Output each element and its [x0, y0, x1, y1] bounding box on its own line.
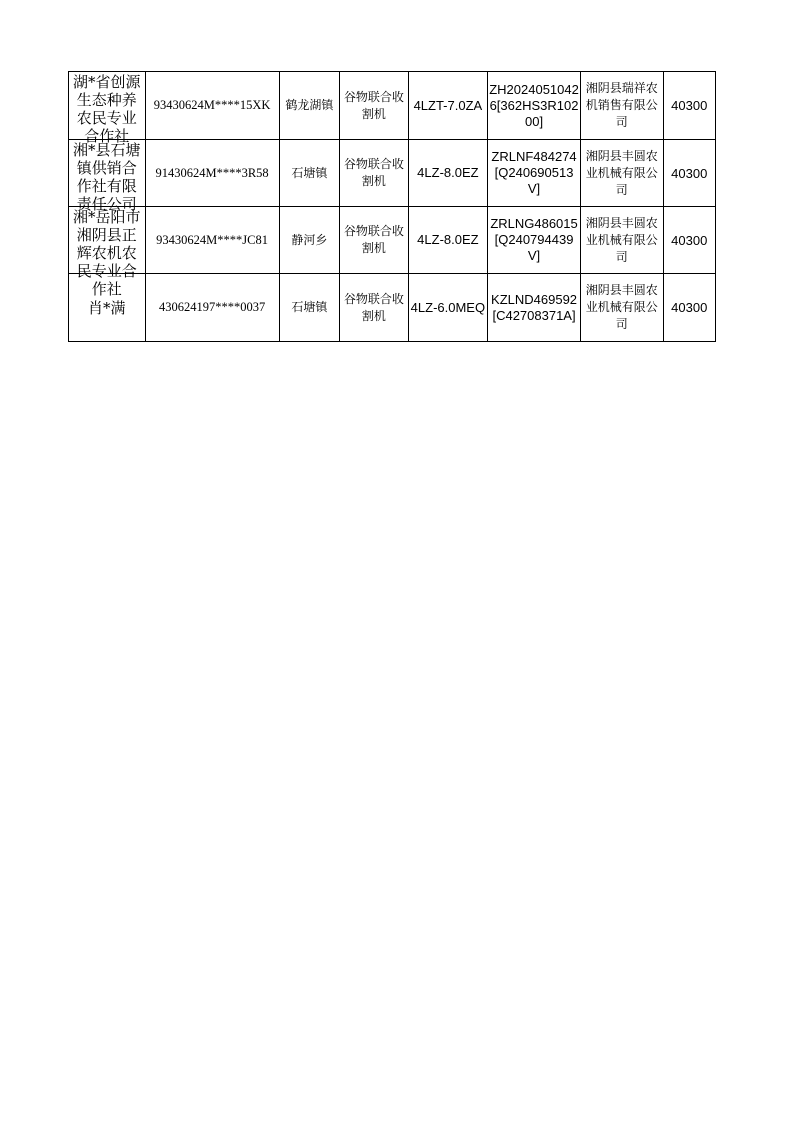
factory-serial: ZRLNG486015[Q240794439V] [488, 207, 581, 274]
table-row [69, 207, 716, 274]
machine-model: 4LZ-8.0EZ [408, 140, 488, 207]
factory-serial: ZRLNF484274[Q240690513V] [488, 140, 581, 207]
id-number: 91430624M****3R58 [145, 140, 279, 207]
id-number: 93430624M****15XK [145, 72, 279, 140]
subsidy-table [68, 71, 716, 342]
subsidy-amount: 40300 [663, 140, 715, 207]
subsidy-table-sheet [68, 71, 716, 342]
buyer-name: 湖*省创源生态种养农民专业合作社 [73, 72, 141, 145]
township: 石塘镇 [279, 274, 339, 342]
township: 鹤龙湖镇 [279, 72, 339, 140]
machine-model: 4LZT-7.0ZA [408, 72, 488, 140]
machine-type: 谷物联合收割机 [340, 274, 409, 342]
buyer-name: 湘*岳阳市湘阴县正辉农机农民专业合作社 [73, 207, 141, 298]
machine-model: 4LZ-8.0EZ [408, 207, 488, 274]
factory-serial: ZH20240510426[362HS3R10200] [488, 72, 581, 140]
table-row [69, 140, 716, 207]
buyer-name-cell [69, 207, 146, 298]
machine-type: 谷物联合收割机 [340, 140, 409, 207]
seller-company: 湘阴县丰圆农业机械有限公司 [580, 274, 663, 342]
id-number: 430624197****0037 [145, 274, 279, 342]
seller-company: 湘阴县瑞祥农机销售有限公司 [580, 72, 663, 140]
buyer-name: 肖*满 [88, 298, 126, 317]
subsidy-amount: 40300 [663, 274, 715, 342]
buyer-name-cell [69, 140, 146, 213]
table-row [69, 72, 716, 140]
machine-model: 4LZ-6.0MEQ [408, 274, 488, 342]
table-row [69, 274, 716, 342]
township: 石塘镇 [279, 140, 339, 207]
machine-type: 谷物联合收割机 [340, 72, 409, 140]
seller-company: 湘阴县丰圆农业机械有限公司 [580, 140, 663, 207]
id-number: 93430624M****JC81 [145, 207, 279, 274]
township: 静河乡 [279, 207, 339, 274]
buyer-name-cell [69, 72, 146, 145]
machine-type: 谷物联合收割机 [340, 207, 409, 274]
buyer-name: 湘*县石塘镇供销合作社有限责任公司 [73, 140, 141, 213]
factory-serial: KZLND469592[C42708371A] [488, 274, 581, 342]
subsidy-amount: 40300 [663, 207, 715, 274]
seller-company: 湘阴县丰圆农业机械有限公司 [580, 207, 663, 274]
subsidy-amount: 40300 [663, 72, 715, 140]
